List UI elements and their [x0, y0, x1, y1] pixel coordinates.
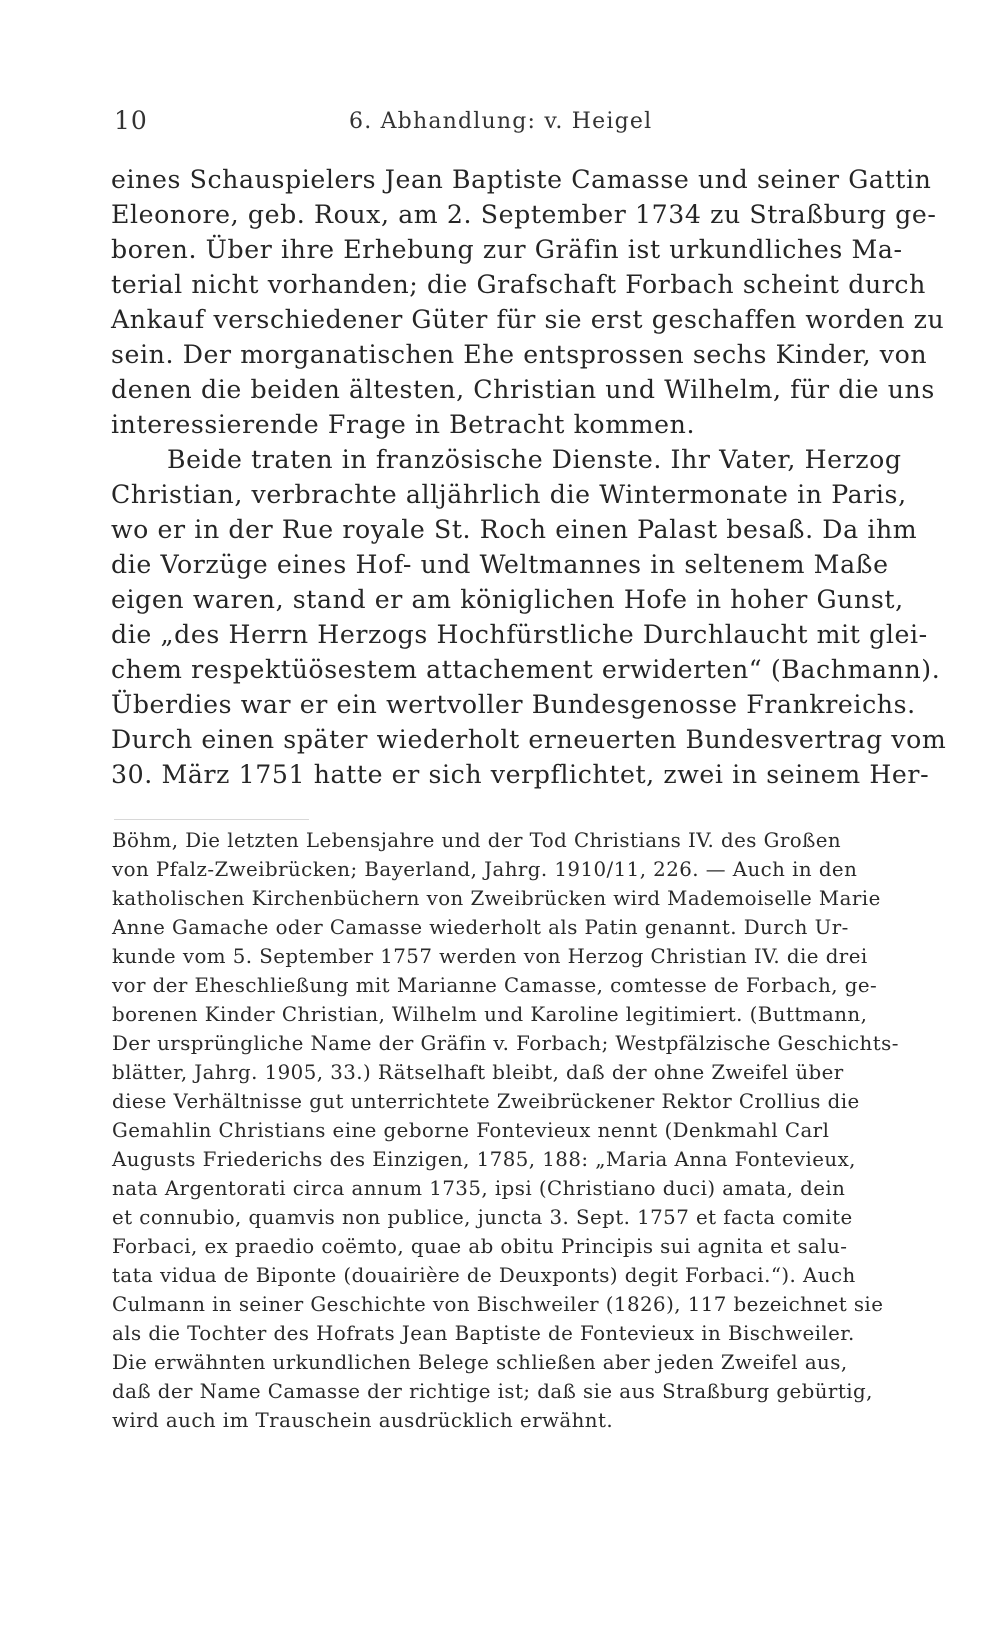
footnote-line: et connubio, quamvis non publice, juncta 3. Sept. 1757 et facta comite	[112, 1206, 853, 1229]
footnote-line: daß der Name Camasse der richtige ist; daß sie aus Straßburg gebürtig,	[112, 1380, 873, 1403]
body-line: 30. März 1751 hatte er sich verpflichtet, zwei in seinem Her-	[111, 760, 930, 789]
body-line: sein. Der morganatischen Ehe entsprossen sechs Kinder, von	[111, 340, 928, 369]
footnote-rule	[114, 819, 309, 820]
footnote-line: kunde vom 5. September 1757 werden von Herzog Christian IV. die drei	[112, 945, 868, 968]
body-line: interessierende Frage in Betracht kommen.	[111, 410, 696, 439]
footnote-line: Der ursprüngliche Name der Gräfin v. Forbach; Westpfälzische Geschichts-	[112, 1032, 899, 1055]
body-line: die „des Herrn Herzogs Hochfürstliche Durchlaucht mit glei-	[111, 620, 928, 649]
footnote-line: blätter, Jahrg. 1905, 33.) Rätselhaft bleibt, daß der ohne Zweifel über	[112, 1061, 844, 1084]
footnote-line: Die erwähnten urkundlichen Belege schließen aber jeden Zweifel aus,	[112, 1351, 848, 1374]
body-line: eines Schauspielers Jean Baptiste Camasse und seiner Gattin	[111, 165, 932, 194]
body-line: denen die beiden ältesten, Christian und Wilhelm, für die uns	[111, 375, 935, 404]
footnote-line: diese Verhältnisse gut unterrichtete Zweibrückener Rektor Crollius die	[112, 1090, 860, 1113]
body-line: Durch einen später wiederholt erneuerten Bundesvertrag vom	[111, 725, 947, 754]
body-line: Beide traten in französische Dienste. Ihr Vater, Herzog	[167, 445, 902, 474]
body-line: wo er in der Rue royale St. Roch einen Palast besaß. Da ihm	[111, 515, 918, 544]
page-number: 10	[114, 106, 148, 135]
footnote-line: Böhm, Die letzten Lebensjahre und der Tod Christians IV. des Großen	[112, 829, 842, 852]
body-line: terial nicht vorhanden; die Grafschaft Forbach scheint durch	[111, 270, 926, 299]
footnote-line: Augusts Friederichs des Einzigen, 1785, 188: „Maria Anna Fontevieux,	[112, 1148, 856, 1171]
footnote-line: wird auch im Trauschein ausdrücklich erwähnt.	[112, 1409, 614, 1432]
footnote-line: borenen Kinder Christian, Wilhelm und Karoline legitimiert. (Buttmann,	[112, 1003, 868, 1026]
body-line: Christian, verbrachte alljährlich die Wintermonate in Paris,	[111, 480, 907, 509]
body-line: chem respektüösestem attachement erwiderten“ (Bachmann).	[111, 655, 941, 684]
running-head: 6. Abhandlung: v. Heigel	[349, 109, 653, 134]
footnote-line: katholischen Kirchenbüchern von Zweibrücken wird Mademoiselle Marie	[112, 887, 881, 910]
footnote-line: als die Tochter des Hofrats Jean Baptiste de Fontevieux in Bischweiler.	[112, 1322, 855, 1345]
body-line: die Vorzüge eines Hof- und Weltmannes in seltenem Maße	[111, 550, 889, 579]
footnote-line: Anne Gamache oder Camasse wiederholt als Patin genannt. Durch Ur-	[112, 916, 849, 939]
footnote-line: Culmann in seiner Geschichte von Bischweiler (1826), 117 bezeichnet sie	[112, 1293, 884, 1316]
body-line: Ankauf verschiedener Güter für sie erst geschaffen worden zu	[111, 305, 945, 334]
body-line: Überdies war er ein wertvoller Bundesgenosse Frankreichs.	[111, 690, 916, 719]
footnote-line: vor der Eheschließung mit Marianne Camasse, comtesse de Forbach, ge-	[112, 974, 878, 997]
footnote-line: Gemahlin Christians eine geborne Fontevieux nennt (Denkmahl Carl	[112, 1119, 830, 1142]
body-line: Eleonore, geb. Roux, am 2. September 1734 zu Straßburg ge-	[111, 200, 937, 229]
footnote-line: nata Argentorati circa annum 1735, ipsi (Christiano duci) amata, dein	[112, 1177, 846, 1200]
body-line: boren. Über ihre Erhebung zur Gräfin ist urkundliches Ma-	[111, 235, 903, 264]
footnote-line: Forbaci, ex praedio coëmto, quae ab obitu Principis sui agnita et salu-	[112, 1235, 848, 1258]
footnote-line: von Pfalz-Zweibrücken; Bayerland, Jahrg. 1910/11, 226. — Auch in den	[112, 858, 858, 881]
body-line: eigen waren, stand er am königlichen Hofe in hoher Gunst,	[111, 585, 904, 614]
footnote-line: tata vidua de Biponte (douairière de Deuxponts) degit Forbaci.“). Auch	[112, 1264, 856, 1287]
